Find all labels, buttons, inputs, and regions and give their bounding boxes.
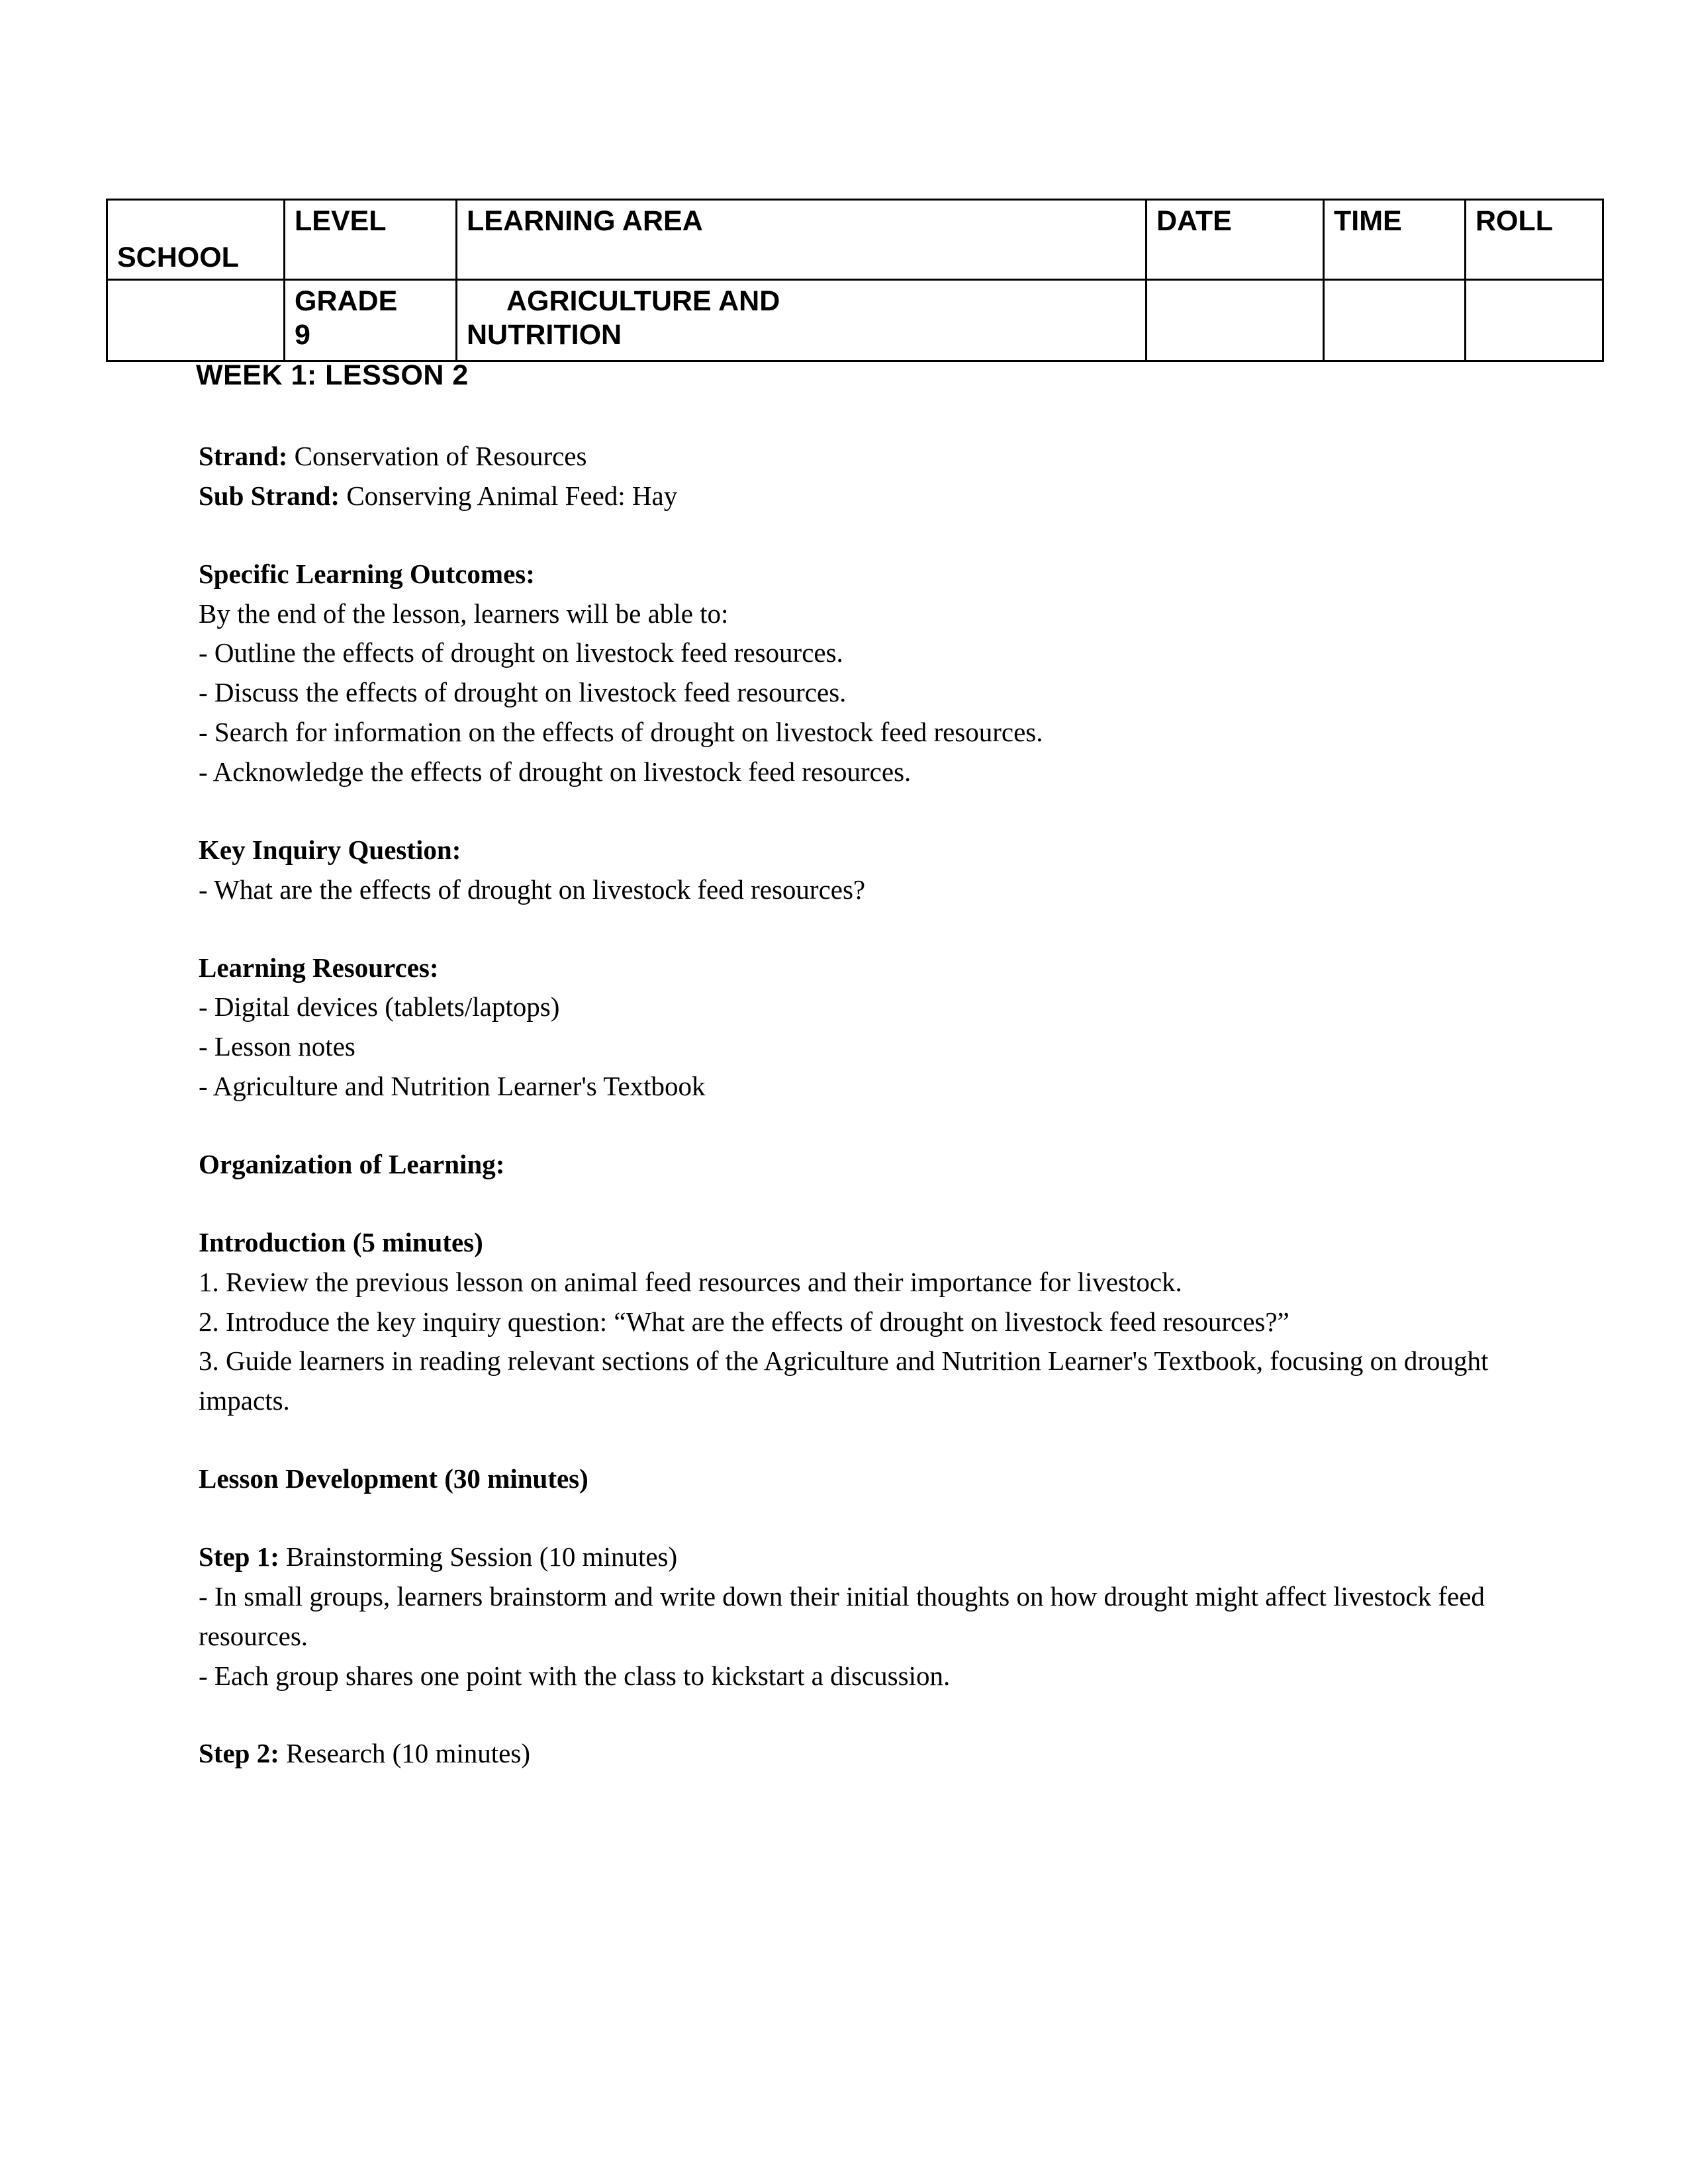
step1-value: Brainstorming Session (10 minutes)	[279, 1541, 678, 1572]
sub-strand-label: Sub Strand:	[199, 480, 340, 511]
list-item: - Discuss the effects of drought on livestock feed resources.	[199, 677, 847, 708]
header-cell-roll: ROLL	[1466, 200, 1603, 280]
table-row	[107, 200, 1603, 280]
lesson-header-table	[106, 199, 1604, 362]
list-item: - Each group shares one point with the class to kickstart a discussion.	[199, 1660, 951, 1691]
resources-heading: Learning Resources:	[199, 952, 439, 983]
spacer	[199, 1107, 1489, 1145]
strand-value: Conservation of Resources	[287, 441, 587, 471]
development-heading: Lesson Development (30 minutes)	[199, 1463, 588, 1494]
spacer	[199, 1499, 1489, 1537]
value-learning-area-line2: NUTRITION	[467, 318, 622, 351]
outcomes-heading: Specific Learning Outcomes:	[199, 558, 535, 589]
spacer	[199, 1185, 1489, 1223]
list-item: - In small groups, learners brainstorm and write down their initial thoughts on how drought might affect livestock feed resources.	[199, 1580, 1485, 1651]
table-row	[107, 280, 1603, 361]
strand-label: Strand:	[199, 441, 288, 471]
list-item: 3. Guide learners in reading relevant sections of the Agriculture and Nutrition Learner's Textbook, focusing on drought impacts.	[199, 1345, 1489, 1416]
outcomes-intro: By the end of the lesson, learners will be able to:	[199, 598, 729, 629]
lesson-header-table-container	[106, 199, 1567, 362]
value-cell-time	[1324, 280, 1466, 361]
value-learning-area-line1: AGRICULTURE AND	[506, 285, 780, 317]
header-cell-level: LEVEL	[285, 200, 457, 280]
step2-value: Research (10 minutes)	[279, 1738, 530, 1769]
key-inquiry-heading: Key Inquiry Question:	[199, 834, 461, 865]
list-item: 1. Review the previous lesson on animal feed resources and their importance for livestock.	[199, 1266, 1182, 1297]
spacer	[199, 516, 1489, 555]
spacer	[199, 792, 1489, 831]
list-item: - Outline the effects of drought on livestock feed resources.	[199, 637, 843, 668]
sub-strand-value: Conserving Animal Feed: Hay	[340, 480, 678, 511]
value-cell-school	[107, 280, 285, 361]
list-item: - Lesson notes	[199, 1031, 355, 1062]
list-item: - Acknowledge the effects of drought on livestock feed resources.	[199, 756, 912, 788]
spacer	[199, 1696, 1489, 1734]
value-cell-date	[1147, 280, 1324, 361]
week-lesson-heading: WEEK 1: LESSON 2	[196, 359, 469, 391]
spacer	[199, 910, 1489, 948]
step1-line	[199, 1537, 1489, 1577]
value-cell-roll	[1466, 280, 1603, 361]
strand-line	[199, 437, 1489, 477]
list-item: - What are the effects of drought on livestock feed resources?	[199, 874, 866, 905]
step1-label: Step 1:	[199, 1541, 279, 1572]
spacer	[199, 1421, 1489, 1459]
step2-label: Step 2:	[199, 1738, 279, 1769]
value-level-line2: 9	[295, 318, 310, 351]
header-cell-time: TIME	[1324, 200, 1466, 280]
value-level-line1: GRADE	[295, 285, 398, 317]
value-cell-learning-area	[457, 280, 1147, 361]
header-cell-date: DATE	[1147, 200, 1324, 280]
list-item: - Agriculture and Nutrition Learner's Textbook	[199, 1071, 706, 1102]
header-cell-learning-area: LEARNING AREA	[457, 200, 1147, 280]
list-item: - Search for information on the effects of drought on livestock feed resources.	[199, 717, 1043, 748]
sub-strand-line	[199, 477, 1489, 516]
list-item: - Digital devices (tablets/laptops)	[199, 991, 560, 1023]
step2-line	[199, 1734, 1489, 1774]
organization-heading: Organization of Learning:	[199, 1149, 505, 1180]
value-cell-level	[285, 280, 457, 361]
lesson-body	[199, 437, 1489, 1774]
header-cell-school: SCHOOL	[107, 200, 285, 280]
list-item: 2. Introduce the key inquiry question: “What are the effects of drought on livestock feed resources?”	[199, 1306, 1289, 1337]
introduction-heading: Introduction (5 minutes)	[199, 1226, 483, 1257]
